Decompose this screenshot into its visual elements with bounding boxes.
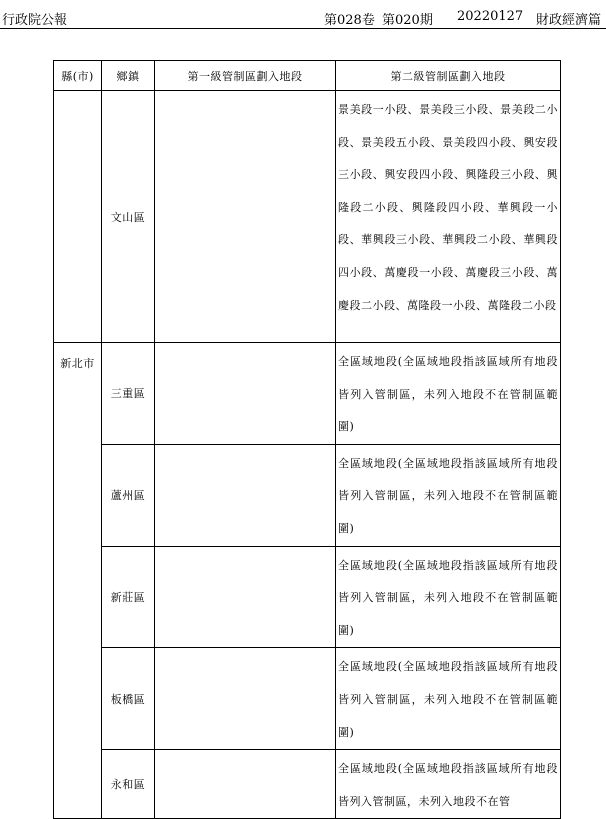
column-header-county: 縣(市) [54, 61, 102, 91]
column-header-township: 鄉鎮 [102, 61, 155, 91]
county-cell-upper [54, 91, 102, 343]
volume-number: 第028卷 [324, 13, 375, 28]
township-cell: 文山區 [102, 91, 155, 343]
section-title: 財政經濟篇 [536, 13, 602, 28]
first-level-cell [155, 91, 336, 343]
second-level-text: 全區域地段(全區域地段指該區域所有地段皆列入管制區，未列入地段不在管制區範圍) [338, 660, 558, 739]
second-level-cell [336, 91, 561, 343]
table-row [54, 444, 561, 546]
second-level-cell [336, 444, 561, 546]
township-cell: 新莊區 [102, 546, 155, 648]
township-cell: 板橋區 [102, 648, 155, 750]
second-level-cell [336, 546, 561, 648]
township-cell: 蘆州區 [102, 444, 155, 546]
second-level-text: 景美段一小段、景美段三小段、景美段二小段、景美段五小段、景美段四小段、興安段三小段、興安段四小段、興隆段三小段、興隆段二小段、興隆段四小段、華興段一小段、華興段三小段、華興段二小段、華興段四小段、萬慶段一小段、萬慶段三小段、萬慶段二小段、萬隆段一小段、萬隆段二小段 [338, 103, 558, 312]
county-name: 新北市 [60, 357, 95, 370]
column-header-first-level: 第一級管制區劃入地段 [155, 61, 336, 91]
first-level-cell [155, 648, 336, 750]
table-row [54, 343, 561, 445]
table-row [54, 648, 561, 750]
second-level-cell [336, 648, 561, 750]
second-level-cell [336, 750, 561, 819]
second-level-text: 全區域地段(全區域地段指該區域所有地段皆列入管制區，未列入地段不在管 [338, 762, 558, 808]
second-level-text: 全區域地段(全區域地段指該區域所有地段皆列入管制區，未列入地段不在管制區範圍) [338, 456, 558, 535]
first-level-cell [155, 546, 336, 648]
page-header [0, 0, 606, 29]
column-header-second-level: 第二級管制區劃入地段 [336, 61, 561, 91]
county-cell [54, 343, 102, 819]
table-header-row [54, 61, 561, 91]
control-zone-table [53, 60, 561, 819]
issue-number: 第020期 [382, 13, 433, 28]
second-level-text: 全區域地段(全區域地段指該區域所有地段皆列入管制區，未列入地段不在管制區範圍) [338, 558, 558, 637]
publication-title: 行政院公報 [2, 13, 68, 28]
first-level-cell [155, 750, 336, 819]
first-level-cell [155, 343, 336, 445]
table-row [54, 546, 561, 648]
first-level-cell [155, 444, 336, 546]
township-cell: 永和區 [102, 750, 155, 819]
table-row [54, 750, 561, 819]
table-row [54, 91, 561, 343]
township-cell: 三重區 [102, 343, 155, 445]
second-level-text: 全區域地段(全區域地段指該區域所有地段皆列入管制區，未列入地段不在管制區範圍) [338, 355, 558, 434]
publication-date: 20220127 [457, 9, 524, 24]
second-level-cell [336, 343, 561, 445]
